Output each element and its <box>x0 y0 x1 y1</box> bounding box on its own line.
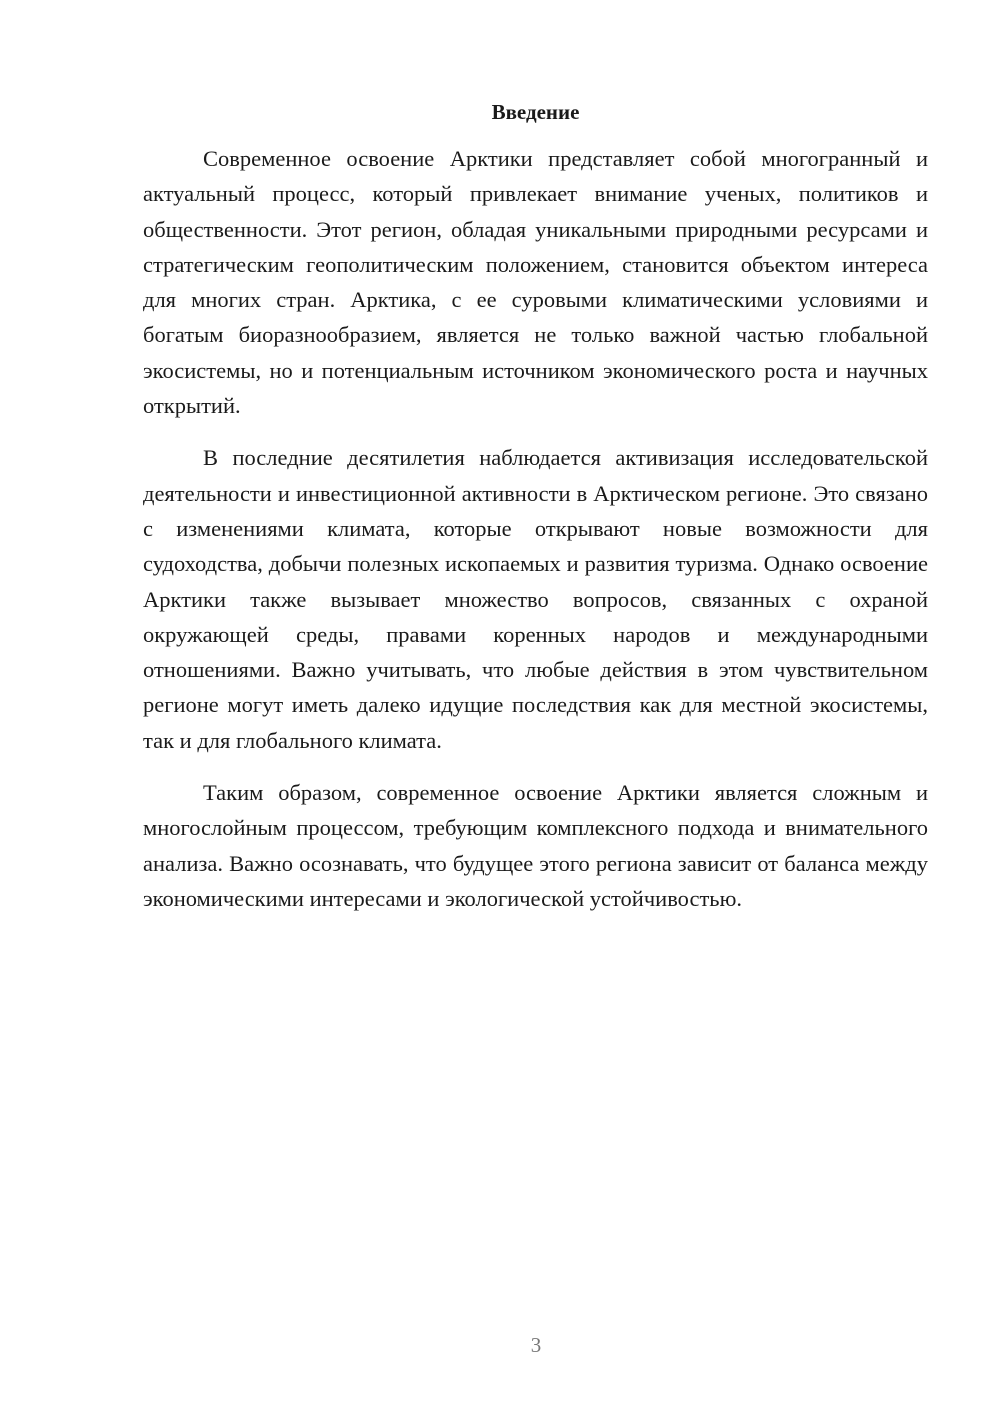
paragraph-3: Таким образом, современное освоение Арктики является сложным и многослойным процессом, требующим комплексного подхода и внимательного анализа. Важно осознавать, что будущее этого региона зависит от баланса между экономическими интересами и экологической устойчивостью. <box>143 780 928 911</box>
section-heading: Введение <box>491 100 580 124</box>
paragraph-2: В последние десятилетия наблюдается активизация исследовательской деятельности и инвестиционной активности в Арктическом регионе. Это связано с изменениями климата, которые открывают новые возможности для судоходства, добычи полезных ископаемых и развития туризма. Однако освоение Арктики также вызывает множество вопросов, связанных с охраной окружающей среды, правами коренных народов и международными отношениями. Важно учитывать, что любые действия в этом чувствительном регионе могут иметь далеко идущие последствия как для местной экосистемы, так и для глобального климата. <box>143 445 928 753</box>
page-number: 3 <box>530 1333 542 1357</box>
paragraph-1: Современное освоение Арктики представляет собой многогранный и актуальный процесс, который привлекает внимание ученых, политиков и общественности. Этот регион, обладая уникальными природными ресурсами и стратегическим геополитическим положением, становится объектом интереса для многих стран. Арктика, с ее суровыми климатическими условиями и богатым биоразнообразием, является не только важной частью глобальной экосистемы, но и потенциальным источником экономического роста и научных открытий. <box>143 146 928 419</box>
document-body <box>143 141 928 933</box>
